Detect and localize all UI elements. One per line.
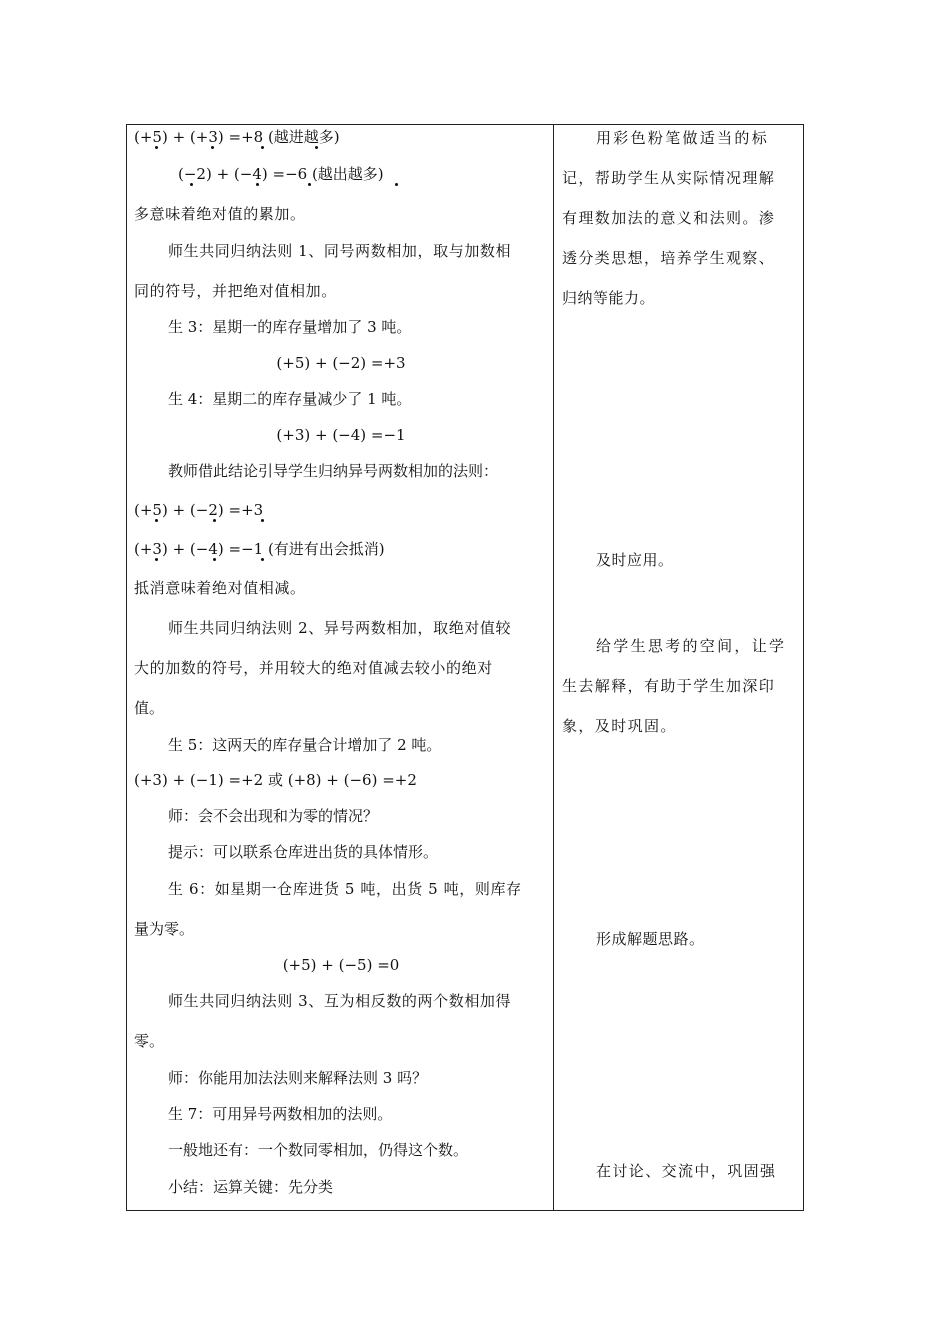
- text-line: 师生共同归纳法则 3、互为相反数的两个数相加得: [168, 992, 512, 1010]
- note-line: 透分类思想，培养学生观察、: [562, 249, 776, 267]
- emphasis-dot: [261, 558, 264, 561]
- note-line: 及时应用。: [596, 551, 674, 569]
- text-line: 小结：运算关键：先分类: [168, 1178, 334, 1196]
- note-line: 在讨论、交流中，巩固强: [596, 1162, 777, 1180]
- emphasis-dot: [155, 519, 158, 522]
- text-line: 生 4：星期二的库存量减少了 1 吨。: [168, 390, 412, 408]
- text-line: 生 7：可用异号两数相加的法则。: [168, 1105, 393, 1123]
- emphasis-dot: [261, 146, 264, 149]
- equation-line: (+3) + (−4) =−1: [276, 426, 406, 444]
- text-line: 同的符号，并把绝对值相加。: [134, 282, 337, 300]
- emphasis-dot: [155, 558, 158, 561]
- equation-line: (+3) + (−4) =−1 (有进有出会抵消): [134, 540, 385, 558]
- equation-line: (+5) + (−2) =+3: [134, 501, 264, 519]
- text-line: 生 3：星期一的库存量增加了 3 吨。: [168, 318, 412, 336]
- emphasis-dot: [315, 146, 318, 149]
- text-line: 大的加数的符号，并用较大的绝对值减去较小的绝对: [134, 659, 493, 677]
- note-line: 给学生思考的空间，让学: [596, 637, 787, 655]
- text-line: 值。: [134, 699, 165, 717]
- note-line: 归纳等能力。: [562, 289, 656, 307]
- note-line: 象，及时巩固。: [562, 717, 677, 735]
- equation-line: (+5) + (+3) =+8 (越进越多): [134, 128, 340, 146]
- equation-line: (−2) + (−4) =−6 (越出越多): [178, 165, 384, 183]
- text-line: 生 6：如星期一仓库进货 5 吨，出货 5 吨，则库存: [168, 880, 522, 898]
- emphasis-dot: [190, 183, 193, 186]
- equation-line: (+3) + (−1) =+2 或 (+8) + (−6) =+2: [134, 771, 417, 789]
- text-line: 师：你能用加法法则来解释法则 3 吗？: [168, 1069, 428, 1087]
- text-line: 师：会不会出现和为零的情况？: [168, 807, 379, 825]
- note-line: 生去解释，有助于学生加深印: [562, 677, 776, 695]
- emphasis-dot: [395, 183, 398, 186]
- text-line: 师生共同归纳法则 2、异号两数相加，取绝对值较: [168, 619, 512, 637]
- text-line: 零。: [134, 1032, 165, 1050]
- text-line: 抵消意味着绝对值相减。: [134, 579, 306, 597]
- text-line: 一般地还有：一个数同零相加，仍得这个数。: [168, 1141, 469, 1159]
- emphasis-dot: [308, 183, 311, 186]
- emphasis-dot: [155, 146, 158, 149]
- text-line: 多意味着绝对值的累加。: [134, 205, 306, 223]
- equation-line: (+5) + (−5) =0: [282, 956, 400, 974]
- text-line: 教师借此结论引导学生归纳异号两数相加的法则：: [168, 462, 499, 480]
- text-line: 生 5：这两天的库存量合计增加了 2 吨。: [168, 736, 442, 754]
- note-line: 形成解题思路。: [596, 930, 705, 948]
- column-divider: [553, 124, 554, 1211]
- note-line: 记，帮助学生从实际情况理解: [562, 169, 776, 187]
- text-line: 师生共同归纳法则 1、同号两数相加，取与加数相: [168, 242, 512, 260]
- emphasis-dot: [213, 558, 216, 561]
- note-line: 用彩色粉笔做适当的标: [596, 129, 770, 147]
- text-line: 量为零。: [134, 920, 195, 938]
- note-line: 有理数加法的意义和法则。渗: [562, 209, 776, 227]
- equation-line: (+5) + (−2) =+3: [276, 354, 406, 372]
- emphasis-dot: [261, 519, 264, 522]
- emphasis-dot: [211, 146, 214, 149]
- text-line: 提示：可以联系仓库进出货的具体情形。: [168, 843, 439, 861]
- emphasis-dot: [256, 183, 259, 186]
- emphasis-dot: [213, 519, 216, 522]
